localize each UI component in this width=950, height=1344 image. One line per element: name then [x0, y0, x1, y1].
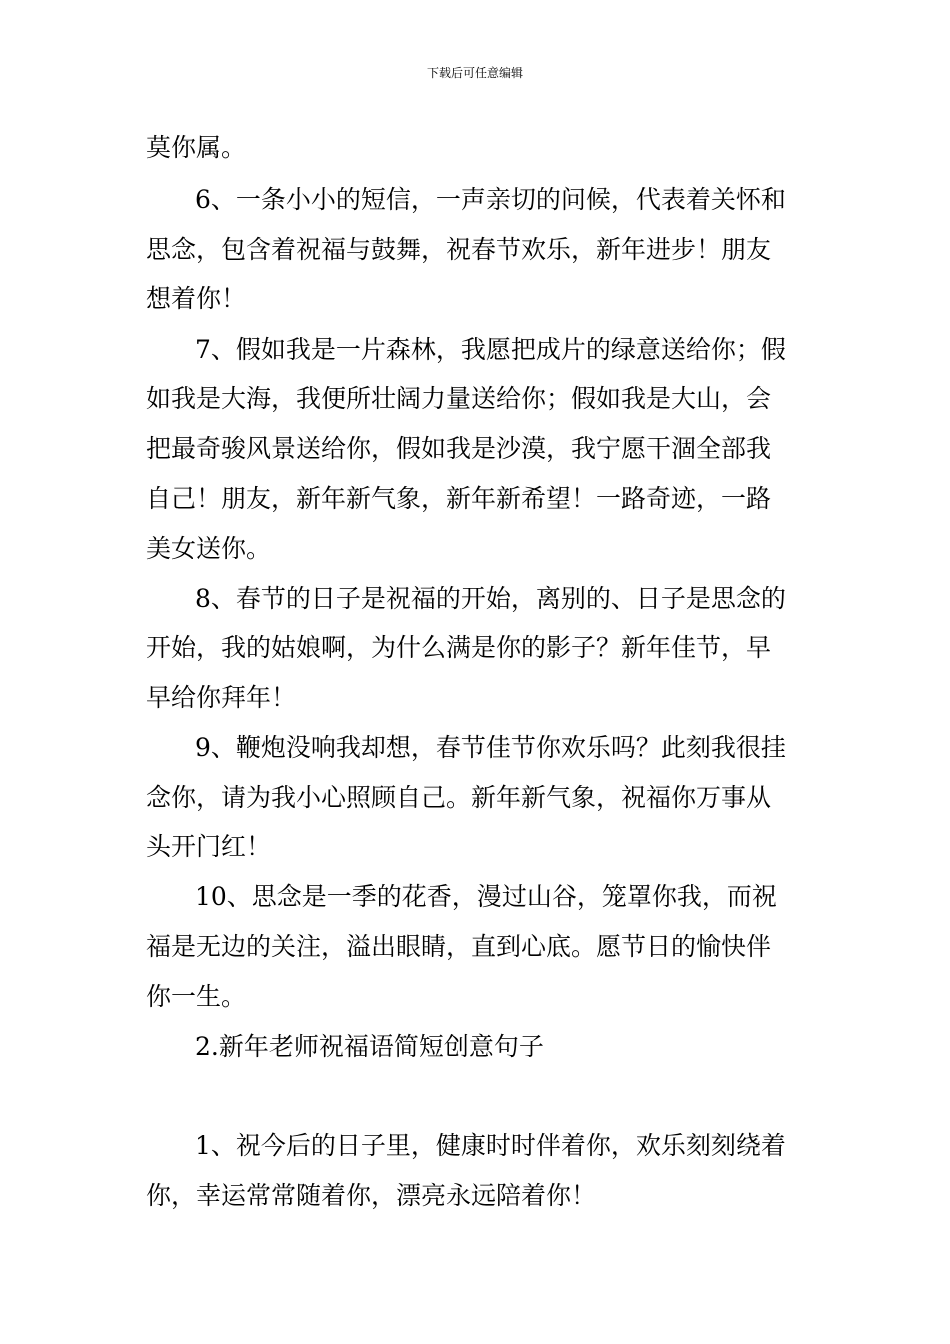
paragraph-line: 6、一条小小的短信，一声亲切的问候，代表着关怀和 — [195, 185, 786, 214]
paragraph-line: 头开门红！ — [146, 832, 272, 861]
paragraph-line: 把最奇骏风景送给你，假如我是沙漠，我宁愿干涸全部我 — [146, 434, 772, 463]
section-heading: 2.新年老师祝福语简短创意句子 — [195, 1032, 544, 1061]
paragraph-line: 美女送你。 — [146, 534, 272, 563]
paragraph-line: 自己！朋友，新年新气象，新年新希望！一路奇迹，一路 — [146, 484, 772, 513]
paragraph-line: 10、思念是一季的花香，漫过山谷，笼罩你我，而祝 — [195, 882, 777, 911]
paragraph-line: 开始，我的姑娘啊，为什么满是你的影子？新年佳节，早 — [146, 633, 772, 662]
paragraph-line: 你，幸运常常随着你，漂亮永远陪着你！ — [146, 1181, 597, 1210]
paragraph-line: 思念，包含着祝福与鼓舞，祝春节欢乐，新年进步！朋友 — [146, 235, 772, 264]
paragraph-line: 早给你拜年！ — [146, 683, 297, 712]
paragraph-line: 1、祝今后的日子里，健康时时伴着你，欢乐刻刻绕着 — [195, 1131, 786, 1160]
paragraph-line: 9、鞭炮没响我却想，春节佳节你欢乐吗？此刻我很挂 — [195, 733, 786, 762]
paragraph-line: 8、春节的日子是祝福的开始，离别的、日子是思念的 — [195, 584, 786, 613]
paragraph-line: 想着你！ — [146, 284, 247, 313]
paragraph-line: 7、假如我是一片森林，我愿把成片的绿意送给你；假 — [195, 335, 786, 364]
paragraph-line: 你一生。 — [146, 982, 247, 1011]
paragraph-line: 福是无边的关注，溢出眼睛，直到心底。愿节日的愉快伴 — [146, 932, 772, 961]
page-header: 下载后可任意编辑 — [426, 66, 523, 80]
paragraph-line: 如我是大海，我便所壮阔力量送给你；假如我是大山，会 — [146, 384, 772, 413]
paragraph-line: 莫你属。 — [146, 133, 247, 162]
paragraph-line: 念你，请为我小心照顾自己。新年新气象，祝福你万事从 — [146, 783, 772, 812]
